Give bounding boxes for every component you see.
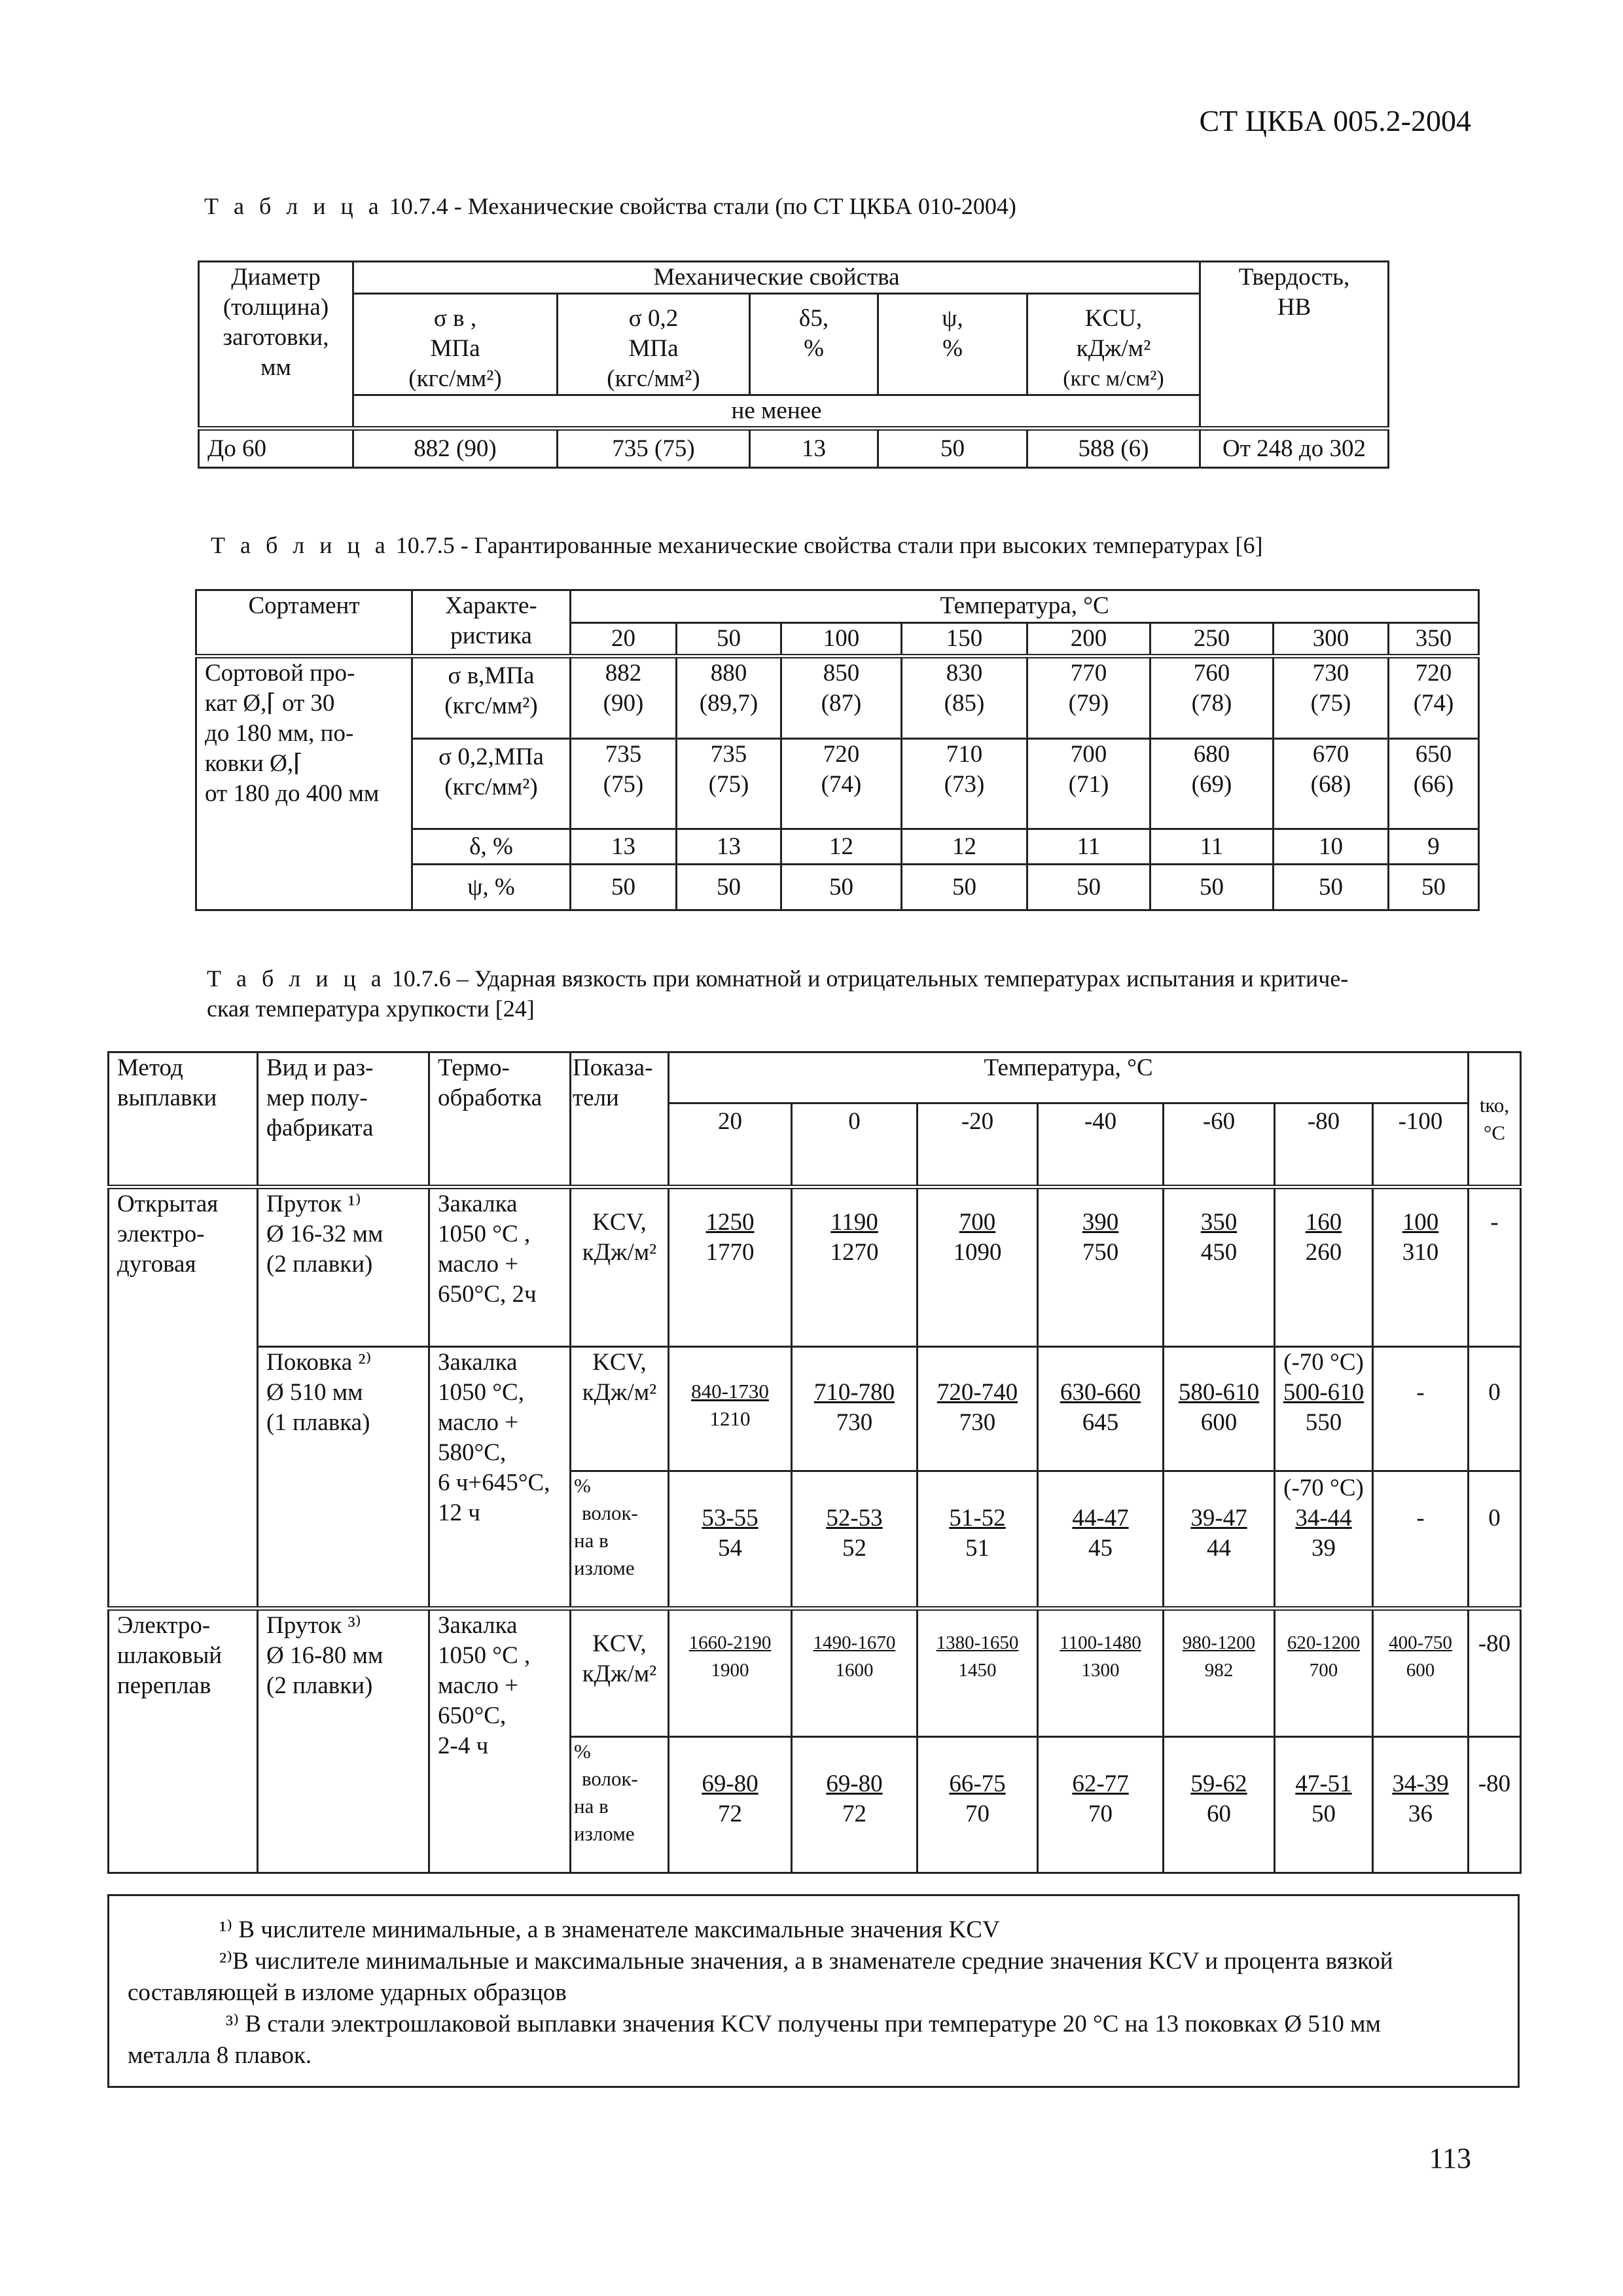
numerator: 1380-1650 [936, 1632, 1019, 1653]
cell-value: 50 [1421, 873, 1446, 901]
denominator: 260 [1305, 1239, 1342, 1266]
table-cell [1027, 656, 1150, 739]
cell-value: (75) [708, 771, 749, 798]
numerator: 34-39 [1392, 1770, 1449, 1797]
heat-cell: Закалка 1050 °С , масло + 650°С, 2-4 ч [429, 1609, 571, 1873]
page-number: 113 [1429, 2142, 1471, 2174]
table-cell [902, 739, 1027, 829]
denominator: 72 [842, 1801, 866, 1827]
characteristic-cell [412, 739, 571, 829]
table-cell [1275, 1187, 1373, 1347]
table-cell [1150, 829, 1274, 865]
characteristic-line: ψ, % [467, 873, 515, 901]
denominator: 730 [959, 1409, 996, 1436]
numerator: 44-47 [1072, 1505, 1129, 1532]
temperature-header: 350 [1389, 623, 1479, 656]
indicator-cell: % волок- на в изломе [571, 1471, 669, 1609]
indicator-cell: KCV, кДж/м² [571, 1609, 669, 1737]
numerator: 630-660 [1060, 1379, 1141, 1406]
table-cell [1373, 1187, 1469, 1347]
table-10-7-4 [198, 260, 1389, 469]
cell-value: (74) [1413, 690, 1454, 717]
table-cell [792, 1187, 918, 1347]
table-cell [1373, 1609, 1469, 1737]
table-row [109, 1187, 1521, 1347]
numerator: 1190 [830, 1209, 878, 1236]
table-cell [918, 1609, 1038, 1737]
denominator: 60 [1207, 1801, 1231, 1827]
denominator: 1090 [953, 1239, 1002, 1266]
table-row [109, 1609, 1521, 1737]
table-cell [1164, 1471, 1275, 1609]
cell-value: 10 [1319, 833, 1343, 860]
cell-value: (89,7) [699, 690, 758, 717]
denominator: 44 [1207, 1535, 1231, 1562]
table-cell [902, 656, 1027, 739]
tko-cell: 0 [1469, 1471, 1521, 1609]
table-cell: 50 [878, 429, 1027, 468]
table-cell: 13 [750, 429, 878, 468]
denominator: 550 [1305, 1409, 1342, 1436]
table-cell [669, 1737, 792, 1873]
cell-value: 50 [717, 873, 741, 901]
table-cell [792, 1471, 918, 1609]
table-cell [1389, 656, 1479, 739]
numerator: 59-62 [1190, 1770, 1247, 1797]
table-cell [1164, 1347, 1275, 1471]
numerator: 51-52 [949, 1505, 1006, 1532]
footnote-3-cont: металла 8 плавок. [128, 2042, 312, 2069]
denominator: 70 [1088, 1801, 1113, 1827]
header-hardness: Твердость, НВ [1200, 262, 1389, 429]
table-cell [1274, 739, 1389, 829]
table-row [196, 656, 1479, 739]
header-temperature: Температура, °С [669, 1052, 1469, 1103]
denominator: 36 [1408, 1801, 1433, 1827]
denominator: 45 [1088, 1535, 1113, 1562]
temperature-header: 20 [669, 1103, 792, 1187]
cell-value: 12 [952, 833, 976, 860]
cell-value: (87) [821, 690, 862, 717]
denominator: 1900 [711, 1660, 749, 1681]
table-cell [669, 1609, 792, 1737]
header-sortament: Сортамент [196, 590, 412, 656]
numerator: 580-610 [1178, 1379, 1260, 1406]
cell-value: (71) [1068, 771, 1109, 798]
table-cell [1275, 1609, 1373, 1737]
characteristic-line: δ, % [469, 833, 513, 860]
cell-value: 13 [717, 833, 741, 860]
characteristic-cell [412, 829, 571, 865]
table-cell [1038, 1609, 1164, 1737]
numerator: 390 [1082, 1209, 1119, 1236]
temperature-header: 100 [781, 623, 902, 656]
temperature-note: (-70 °С) [1283, 1349, 1364, 1376]
cell-value: (74) [821, 771, 862, 798]
header-tko: tко, °С [1469, 1052, 1521, 1187]
denominator: 70 [965, 1801, 990, 1827]
numerator: 710-780 [813, 1379, 895, 1406]
numerator: 1660-2190 [688, 1632, 772, 1653]
denominator: 600 [1200, 1409, 1238, 1436]
footnote-3: ³⁾ В стали электрошлаковой выплавки значения KCV получены при температуре 20 °С на 13 поковках Ø 510 мм [226, 2011, 1381, 2037]
kind-cell: Пруток ³⁾ Ø 16-80 мм (2 плавки) [258, 1609, 429, 1873]
table-cell [571, 739, 677, 829]
cell-value: 50 [1200, 873, 1224, 901]
table-cell [1275, 1737, 1373, 1873]
numerator: 400-750 [1389, 1632, 1452, 1653]
table-cell: 735 (75) [558, 429, 750, 468]
table-cell [677, 656, 781, 739]
table-cell [902, 829, 1027, 865]
table-cell [902, 865, 1027, 910]
numerator: 720-740 [936, 1379, 1018, 1406]
denominator: 39 [1311, 1535, 1336, 1562]
numerator: 100 [1402, 1209, 1439, 1236]
indicator-cell: KCV, кДж/м² [571, 1187, 669, 1347]
table-cell [1150, 656, 1274, 739]
footnotes [107, 1894, 1520, 2088]
table-cell [781, 739, 902, 829]
cell-value: 650 [1415, 741, 1452, 768]
table-cell [1038, 1737, 1164, 1873]
table-cell [792, 1347, 918, 1471]
cell-value: (66) [1413, 771, 1454, 798]
table-cell [669, 1471, 792, 1609]
indicator-cell: KCV, кДж/м² [571, 1347, 669, 1471]
denominator: 450 [1200, 1239, 1238, 1266]
numerator: 500-610 [1283, 1379, 1364, 1406]
denominator: 1600 [835, 1660, 874, 1681]
table-cell [1150, 865, 1274, 910]
table-cell [571, 829, 677, 865]
cell-value: 13 [611, 833, 635, 860]
cell-value: 880 [710, 660, 747, 687]
table-cell [1164, 1609, 1275, 1737]
header-indicators: Показа- тели [571, 1052, 669, 1187]
cell-value: 9 [1427, 833, 1440, 860]
denominator: 54 [718, 1535, 742, 1562]
caption-label: Т а б л и ц а [204, 193, 383, 219]
temperature-header: 150 [902, 623, 1027, 656]
cell-value: 760 [1193, 660, 1230, 687]
table-cell [1164, 1187, 1275, 1347]
sortament-cell: Сортовой про- кат Ø,⌈ от 30 до 180 мм, по- ковки Ø,⌈ от 180 до 400 мм [196, 656, 412, 910]
table-cell [1274, 656, 1389, 739]
table-cell [1389, 865, 1479, 910]
table-cell [1038, 1347, 1164, 1471]
temperature-header: 250 [1150, 623, 1274, 656]
numerator: 62-77 [1072, 1770, 1129, 1797]
heat-cell: Закалка 1050 °С , масло + 650°С, 2ч [429, 1187, 571, 1347]
table-cell [677, 865, 781, 910]
table-cell [677, 829, 781, 865]
numerator: 53-55 [702, 1505, 758, 1532]
cell-value: 12 [829, 833, 853, 860]
cell-value: 700 [1070, 741, 1107, 768]
cell-value: 11 [1200, 833, 1224, 860]
table-cell [781, 829, 902, 865]
cell-value: 720 [823, 741, 860, 768]
numerator: 350 [1200, 1209, 1238, 1236]
temperature-header: -60 [1164, 1103, 1275, 1187]
indicator-cell: % волок- на в изломе [571, 1737, 669, 1873]
table-cell [918, 1471, 1038, 1609]
denominator: 52 [842, 1535, 866, 1562]
numerator: 700 [959, 1209, 996, 1236]
caption-label: Т а б л и ц а [207, 965, 386, 992]
table-10-7-5-caption [211, 530, 1262, 560]
cell-value: 50 [1319, 873, 1343, 901]
characteristic-line: (кгс/мм²) [444, 774, 538, 800]
table-cell [1389, 829, 1479, 865]
cell-value: 882 [605, 660, 642, 687]
denominator: 730 [836, 1409, 873, 1436]
denominator: 1300 [1081, 1660, 1120, 1681]
method-cell: Электро- шлаковый переплав [109, 1609, 258, 1873]
header-heat-treatment: Термо- обработка [429, 1052, 571, 1187]
table-cell: 588 (6) [1027, 429, 1200, 468]
table-cell: 882 (90) [353, 429, 558, 468]
cell-value: 850 [823, 660, 860, 687]
table-cell [781, 865, 902, 910]
numerator: 34-44 [1295, 1505, 1352, 1532]
caption-text: 10.7.4 - Механические свойства стали (по СТ ЦКБА 010-2004) [383, 193, 1016, 219]
numerator: 52-53 [826, 1505, 883, 1532]
cell-value: (73) [944, 771, 985, 798]
cell-value: 670 [1312, 741, 1349, 768]
cell-value: (78) [1191, 690, 1232, 717]
table-cell [571, 656, 677, 739]
numerator: 620-1200 [1287, 1632, 1361, 1653]
denominator: 51 [965, 1535, 990, 1562]
temperature-note: (-70 °С) [1283, 1475, 1364, 1501]
table-cell [1038, 1187, 1164, 1347]
temperature-header: -20 [918, 1103, 1038, 1187]
characteristic-cell [412, 865, 571, 910]
method-cell: Открытая электро- дуговая [109, 1187, 258, 1609]
cell-value: 770 [1070, 660, 1107, 687]
numerator: 1100-1480 [1060, 1632, 1141, 1653]
table-10-7-6 [107, 1051, 1522, 1874]
cell-value: (90) [603, 690, 644, 717]
table-cell: До 60 [199, 429, 353, 468]
header-sigma-02: σ 0,2 МПа (кгс/мм²) [558, 294, 750, 395]
header-psi: ψ, % [878, 294, 1027, 395]
table-cell [1275, 1471, 1373, 1609]
cell-value: 50 [1077, 873, 1101, 901]
table-cell [571, 865, 677, 910]
footnote-1: ¹⁾ В числителе минимальные, а в знаменателе максимальные значения KCV [219, 1916, 1000, 1943]
tko-cell: - [1469, 1187, 1521, 1347]
heat-cell: Закалка 1050 °С, масло + 580°С, 6 ч+645°С, 12 ч [429, 1347, 571, 1609]
footnote-2: ²⁾В числителе минимальные и максимальные значения, а в знаменателе средние значения KCV и процента вязкой [219, 1948, 1393, 1975]
table-10-7-5 [195, 589, 1480, 911]
table-cell [1027, 865, 1150, 910]
numerator: 69-80 [702, 1770, 758, 1797]
table-cell [918, 1347, 1038, 1471]
temperature-header: -80 [1275, 1103, 1373, 1187]
temperature-header: 50 [677, 623, 781, 656]
cell-value: (75) [1310, 690, 1351, 717]
table-cell [1027, 739, 1150, 829]
header-delta5: δ5, % [750, 294, 878, 395]
caption-text: 10.7.6 – Ударная вязкость при комнатной и отрицательных температурах испытания и критиче- [385, 965, 1349, 992]
numerator: 69-80 [826, 1770, 883, 1797]
cell-value: 11 [1077, 833, 1101, 860]
characteristic-line: (кгс/мм²) [444, 692, 538, 719]
header-method: Метод выплавки [109, 1052, 258, 1187]
table-cell [677, 739, 781, 829]
cell-value: (75) [603, 771, 644, 798]
header-sigma-b: σ в , МПа (кгс/мм²) [353, 294, 558, 395]
numerator: 1490-1670 [813, 1632, 896, 1653]
characteristic-line: σ 0,2,МПа [438, 744, 544, 770]
denominator: 982 [1204, 1660, 1234, 1681]
header-mechanical-properties: Механические свойства [353, 262, 1200, 294]
denominator: 1450 [958, 1660, 997, 1681]
denominator: 1770 [705, 1239, 755, 1266]
table-row [109, 1347, 1521, 1471]
denominator: 700 [1309, 1660, 1338, 1681]
denominator: 310 [1402, 1239, 1439, 1266]
numerator: 980-1200 [1182, 1632, 1256, 1653]
header-characteristic: Характе- ристика [412, 590, 571, 656]
table-cell [669, 1347, 792, 1471]
denominator: 600 [1406, 1660, 1435, 1681]
cell-value: (85) [944, 690, 985, 717]
temperature-header: -40 [1038, 1103, 1164, 1187]
header-kcu: KCU, кДж/м² (кгс м/см²) [1027, 294, 1200, 395]
cell-value: (79) [1068, 690, 1109, 717]
table-cell: От 248 до 302 [1200, 429, 1389, 468]
table-cell [1150, 739, 1274, 829]
denominator: 50 [1311, 1801, 1336, 1827]
cell-value: 50 [611, 873, 635, 901]
header-temperature: Температура, °С [571, 590, 1479, 623]
numerator: 66-75 [949, 1770, 1006, 1797]
denominator: 1210 [709, 1407, 751, 1430]
caption-label: Т а б л и ц а [211, 532, 390, 558]
denominator: 1270 [830, 1239, 879, 1266]
temperature-header: -100 [1373, 1103, 1469, 1187]
cell-value: 680 [1193, 741, 1230, 768]
cell-value: 830 [946, 660, 983, 687]
cell-value: 735 [605, 741, 642, 768]
table-cell [1038, 1471, 1164, 1609]
header-diameter: Диаметр (толщина) заготовки, мм [199, 262, 353, 429]
table-cell [918, 1187, 1038, 1347]
numerator: 840-1730 [691, 1380, 769, 1403]
cell-value: 735 [710, 741, 747, 768]
cell-value: 50 [952, 873, 976, 901]
temperature-header: 0 [792, 1103, 918, 1187]
characteristic-line: σ в,МПа [448, 662, 535, 689]
table-cell [1274, 829, 1389, 865]
cell-value: 720 [1415, 660, 1452, 687]
table-cell [1389, 739, 1479, 829]
caption-text-line2: ская температура хрупкости [24] [207, 996, 535, 1022]
temperature-header: 200 [1027, 623, 1150, 656]
characteristic-cell [412, 656, 571, 739]
table-cell [1275, 1347, 1373, 1471]
tko-cell: 0 [1469, 1347, 1521, 1471]
kind-cell: Поковка ²⁾ Ø 510 мм (1 плавка) [258, 1347, 429, 1609]
table-cell: - [1373, 1347, 1469, 1471]
denominator: 750 [1082, 1239, 1119, 1266]
document-code: СТ ЦКБА 005.2-2004 [1199, 104, 1471, 137]
table-cell [792, 1737, 918, 1873]
table-10-7-4-caption [204, 191, 1016, 221]
kind-cell: Пруток ¹⁾ Ø 16-32 мм (2 плавки) [258, 1187, 429, 1347]
numerator: 160 [1305, 1209, 1342, 1236]
footnote-2-cont: составляющей в изломе ударных образцов [128, 1979, 567, 2006]
numerator: 47-51 [1295, 1770, 1352, 1797]
tko-cell: -80 [1469, 1609, 1521, 1737]
cell-value: 730 [1312, 660, 1349, 687]
caption-text: 10.7.5 - Гарантированные механические свойства стали при высоких температурах [6] [389, 532, 1263, 558]
table-cell [918, 1737, 1038, 1873]
table-cell [669, 1187, 792, 1347]
denominator: 645 [1082, 1409, 1119, 1436]
table-cell [792, 1609, 918, 1737]
numerator: 39-47 [1190, 1505, 1247, 1532]
numerator: 1250 [705, 1209, 755, 1236]
header-not-less: не менее [353, 395, 1200, 429]
table-10-7-6-caption [207, 963, 1348, 1024]
table-cell [1373, 1737, 1469, 1873]
denominator: 72 [718, 1801, 742, 1827]
header-kind: Вид и раз- мер полу- фабриката [258, 1052, 429, 1187]
table-cell [1164, 1737, 1275, 1873]
cell-value: 50 [829, 873, 853, 901]
table-cell [1274, 865, 1389, 910]
table-cell: - [1373, 1471, 1469, 1609]
table-cell [781, 656, 902, 739]
table-cell [1027, 829, 1150, 865]
cell-value: (69) [1191, 771, 1232, 798]
tko-cell: -80 [1469, 1737, 1521, 1873]
temperature-header: 20 [571, 623, 677, 656]
cell-value: (68) [1310, 771, 1351, 798]
cell-value: 710 [946, 741, 983, 768]
temperature-header: 300 [1274, 623, 1389, 656]
